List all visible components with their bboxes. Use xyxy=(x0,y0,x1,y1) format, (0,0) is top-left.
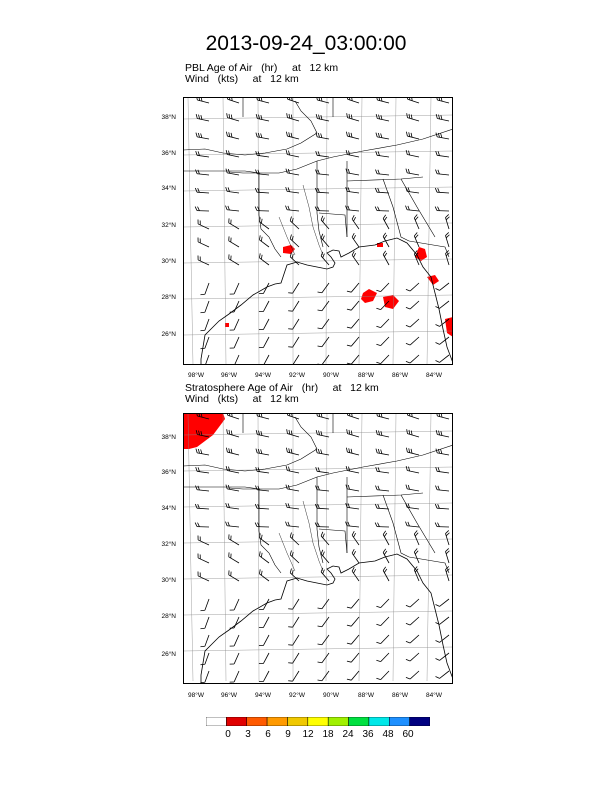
colorbar-swatch xyxy=(349,717,369,726)
colorbar-swatch xyxy=(328,717,348,726)
panel2-lon-label: 92°W xyxy=(289,692,305,699)
panel2-map xyxy=(183,413,453,684)
colorbar-swatch xyxy=(267,717,287,726)
panel1-lon-label: 96°W xyxy=(221,372,237,379)
panel1-lat-label: 32°N xyxy=(161,222,176,229)
colorbar-swatch xyxy=(389,717,409,726)
colorbar-label: 36 xyxy=(362,729,374,740)
panel1-lon-label: 88°W xyxy=(358,372,374,379)
panel2-lat-label: 32°N xyxy=(161,541,176,548)
panel1-lon-label: 94°W xyxy=(255,372,271,379)
colorbar-swatch xyxy=(369,717,389,726)
panel2-wind-title: Wind (kts) at 12 km xyxy=(185,393,299,405)
panel2-lon-label: 90°W xyxy=(323,692,339,699)
panel2-lon-label: 96°W xyxy=(221,692,237,699)
panel1-lon-label: 98°W xyxy=(188,372,204,379)
panel1-lon-label: 86°W xyxy=(392,372,408,379)
panel2-lon-label: 94°W xyxy=(255,692,271,699)
panel1-lon-label: 84°W xyxy=(426,372,442,379)
panel2-lon-label: 84°W xyxy=(426,692,442,699)
panel1-lat-label: 28°N xyxy=(161,294,176,301)
colorbar xyxy=(206,717,430,726)
colorbar-label: 18 xyxy=(322,729,334,740)
colorbar-label: 12 xyxy=(302,729,314,740)
panel2-map-svg xyxy=(183,413,453,684)
panel2-lat-label: 26°N xyxy=(161,651,176,658)
colorbar-swatch xyxy=(206,717,226,726)
panel2-lat-label: 36°N xyxy=(161,469,176,476)
panel2-lat-label: 28°N xyxy=(161,613,176,620)
colorbar-swatch xyxy=(410,717,430,726)
colorbar-swatch xyxy=(226,717,246,726)
panel1-wind-title: Wind (kts) at 12 km xyxy=(185,73,299,85)
colorbar-label: 60 xyxy=(402,729,414,740)
panel2-lon-label: 86°W xyxy=(392,692,408,699)
colorbar-swatch xyxy=(287,717,307,726)
panel2-lon-label: 88°W xyxy=(358,692,374,699)
panel1-field-title: PBL Age of Air (hr) at 12 km xyxy=(185,62,339,74)
colorbar-label: 6 xyxy=(265,729,271,740)
panel1-lat-label: 30°N xyxy=(161,258,176,265)
panel2-lat-label: 30°N xyxy=(161,577,176,584)
panel2-field-title: Stratosphere Age of Air (hr) at 12 km xyxy=(185,382,379,394)
colorbar-label: 24 xyxy=(342,729,354,740)
map-title: 2013-09-24_03:00:00 xyxy=(205,32,407,55)
panel2-lat-label: 38°N xyxy=(161,434,176,441)
panel1-lat-label: 34°N xyxy=(161,185,176,192)
panel1-lon-label: 92°W xyxy=(289,372,305,379)
colorbar-swatch xyxy=(247,717,267,726)
panel1-map xyxy=(183,97,453,365)
panel1-lat-label: 36°N xyxy=(161,150,176,157)
panel1-lat-label: 38°N xyxy=(161,114,176,121)
panel1-map-svg xyxy=(183,97,453,365)
panel2-lat-label: 34°N xyxy=(161,505,176,512)
colorbar-label: 0 xyxy=(225,729,231,740)
colorbar-label: 3 xyxy=(245,729,251,740)
colorbar-label: 48 xyxy=(382,729,394,740)
panel1-lat-label: 26°N xyxy=(161,331,176,338)
colorbar-label: 9 xyxy=(285,729,291,740)
panel1-lon-label: 90°W xyxy=(323,372,339,379)
colorbar-swatch xyxy=(308,717,328,726)
panel2-lon-label: 98°W xyxy=(188,692,204,699)
